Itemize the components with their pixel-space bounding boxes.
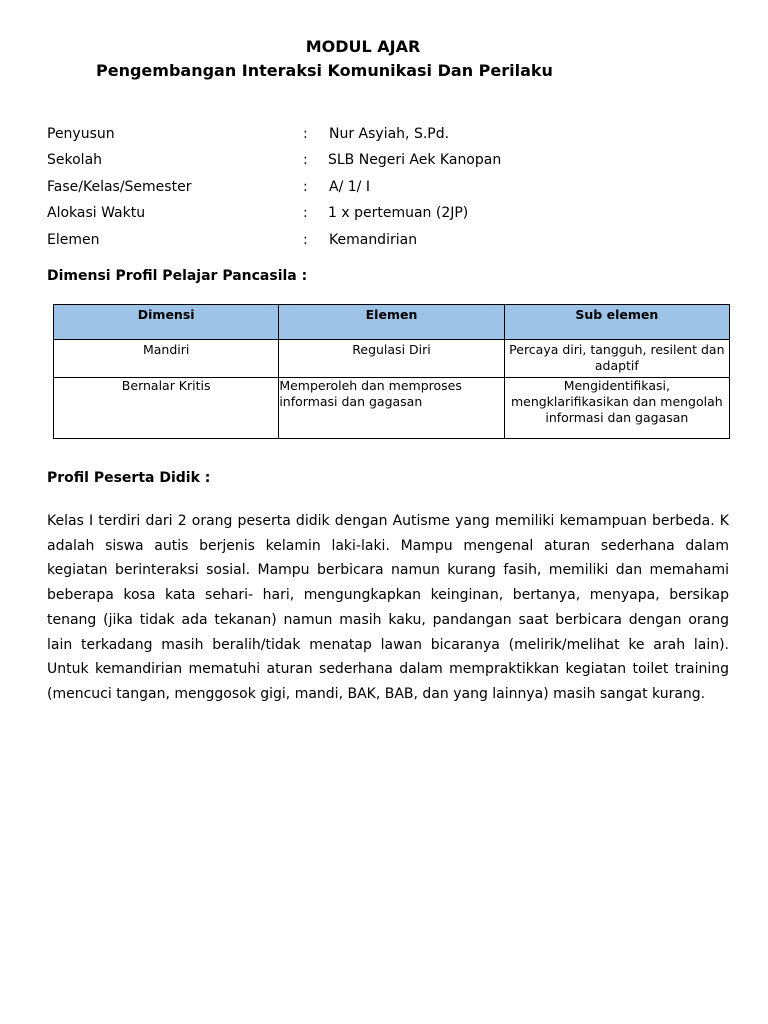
- table-cell: Percaya diri, tangguh, resilent dan adaptif: [504, 340, 729, 378]
- table-row: [54, 340, 730, 378]
- profil-paragraph: Kelas I terdiri dari 2 orang peserta didik dengan Autisme yang memiliki kemampuan berbeda. K adalah siswa autis berjenis kelamin laki-laki. Mampu mengenal aturan sederhana dalam kegiatan berinteraksi sosial. Mampu berbicara namun kurang fasih, memiliki dan memahami beberapa kosa kata sehari- hari, mengungkapkan keinginan, bertanya, menyapa, bersikap tenang (jika tidak ada tekanan) namun masih kaku, pandangan saat berbicara dengan orang lain terkadang masih beralih/tidak menatap lawan bicaranya (melirik/melihat ke arah lain). Untuk kemandirian mematuhi aturan sederhana dalam mempraktikkan kegiatan toilet training (mencuci tangan, menggosok gigi, mandi, BAK, BAB, dan yang lainnya) masih sangat kurang.: [47, 513, 729, 702]
- info-value: 1 x pertemuan (2JP): [328, 205, 469, 221]
- table-header-cell: Dimensi: [54, 305, 279, 340]
- info-row-fase: [47, 179, 727, 199]
- table-cell: Mandiri: [54, 340, 279, 378]
- dimensi-heading: Dimensi Profil Pelajar Pancasila :: [47, 268, 308, 284]
- table-cell: Mengidentifikasi, mengklarifikasikan dan mengolah informasi dan gagasan: [504, 378, 729, 439]
- info-label: Alokasi Waktu: [47, 205, 146, 221]
- table-cell: Bernalar Kritis: [54, 378, 279, 439]
- info-row-elemen: [47, 232, 727, 252]
- info-colon: :: [303, 205, 308, 221]
- info-row-alokasi-waktu: [47, 205, 727, 225]
- info-colon: :: [303, 126, 308, 142]
- info-value: Nur Asyiah, S.Pd.: [329, 126, 450, 142]
- info-value: A/ 1/ I: [329, 179, 370, 195]
- info-value: SLB Negeri Aek Kanopan: [328, 152, 502, 168]
- table-cell: Regulasi Diri: [279, 340, 504, 378]
- table-header-cell: Sub elemen: [504, 305, 729, 340]
- info-value: Kemandirian: [329, 232, 418, 248]
- info-label: Elemen: [47, 232, 100, 248]
- info-label: Sekolah: [47, 152, 103, 168]
- table-cell: Memperoleh dan memproses informasi dan gagasan: [279, 378, 504, 439]
- table-header-row: [54, 305, 730, 340]
- document-title: MODUL AJAR: [305, 37, 421, 56]
- info-colon: :: [303, 179, 308, 195]
- info-label: Penyusun: [47, 126, 115, 142]
- info-colon: :: [303, 232, 308, 248]
- dimensi-table: [53, 304, 730, 439]
- profil-heading: Profil Peserta Didik :: [47, 470, 211, 486]
- info-colon: :: [303, 152, 308, 168]
- table-row: [54, 378, 730, 439]
- table-header-cell: Elemen: [279, 305, 504, 340]
- info-label: Fase/Kelas/Semester: [47, 179, 192, 195]
- document-subtitle: Pengembangan Interaksi Komunikasi Dan Perilaku: [96, 61, 553, 80]
- info-row-penyusun: [47, 126, 727, 146]
- info-row-sekolah: [47, 152, 727, 172]
